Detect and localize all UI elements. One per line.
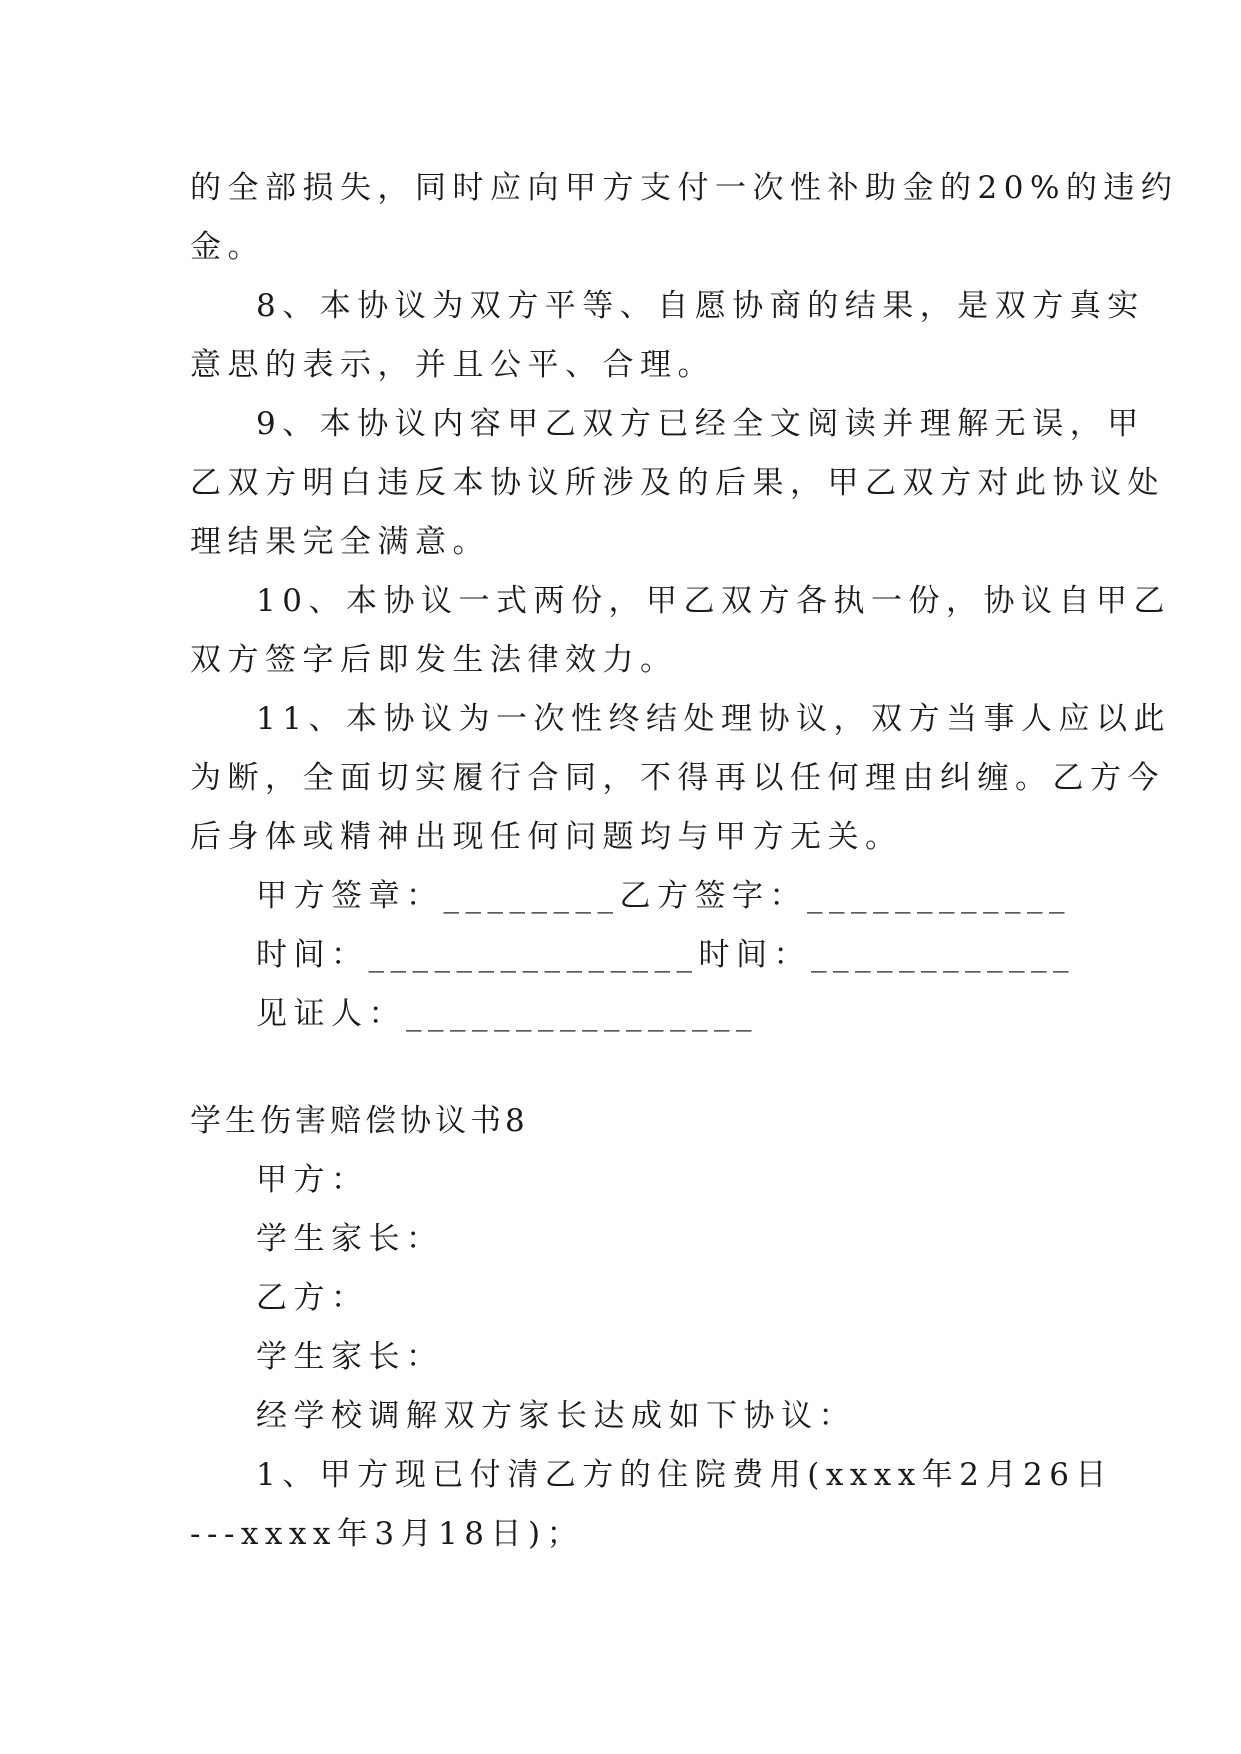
- body-line: 后身体或精神出现任何问题均与甲方无关。: [190, 819, 903, 855]
- body-line: 理结果完全满意。: [190, 524, 490, 560]
- section-title: 学生伤害赔偿协议书8: [190, 1103, 529, 1139]
- clause-10: 10、本协议一式两份，甲乙双方各执一份，协议自甲乙: [256, 583, 1171, 619]
- body-line: 意思的表示，并且公平、合理。: [190, 347, 715, 383]
- party-b-label: 乙方：: [256, 1280, 369, 1316]
- clause-9: 9、本协议内容甲乙双方已经全文阅读并理解无误，甲: [256, 406, 1145, 442]
- clause-11: 11、本协议为一次性终结处理协议，双方当事人应以此: [256, 701, 1171, 737]
- clause-1: 1、甲方现已付清乙方的住院费用(xxxx年2月26日: [256, 1457, 1113, 1493]
- witness-line: 见证人：________________: [256, 996, 758, 1032]
- date-line: 时间：_______________时间：____________: [256, 937, 1075, 973]
- body-line: 双方签字后即发生法律效力。: [190, 642, 678, 678]
- mediation-line: 经学校调解双方家长达成如下协议：: [256, 1398, 856, 1434]
- clause-8: 8、本协议为双方平等、自愿协商的结果，是双方真实: [256, 288, 1145, 324]
- body-line: 为断，全面切实履行合同，不得再以任何理由纠缠。乙方今: [190, 760, 1165, 796]
- signature-line: 甲方签章：________乙方签字：____________: [256, 878, 1071, 914]
- body-line: 乙双方明白违反本协议所涉及的后果，甲乙双方对此协议处: [190, 465, 1165, 501]
- body-line: ---xxxx年3月18日)；: [190, 1516, 585, 1552]
- parent-label: 学生家长：: [256, 1339, 444, 1375]
- body-line: 的全部损失，同时应向甲方支付一次性补助金的20%的违约: [190, 170, 1179, 206]
- body-line: 金。: [190, 229, 265, 265]
- party-a-label: 甲方：: [256, 1162, 369, 1198]
- parent-label: 学生家长：: [256, 1221, 444, 1257]
